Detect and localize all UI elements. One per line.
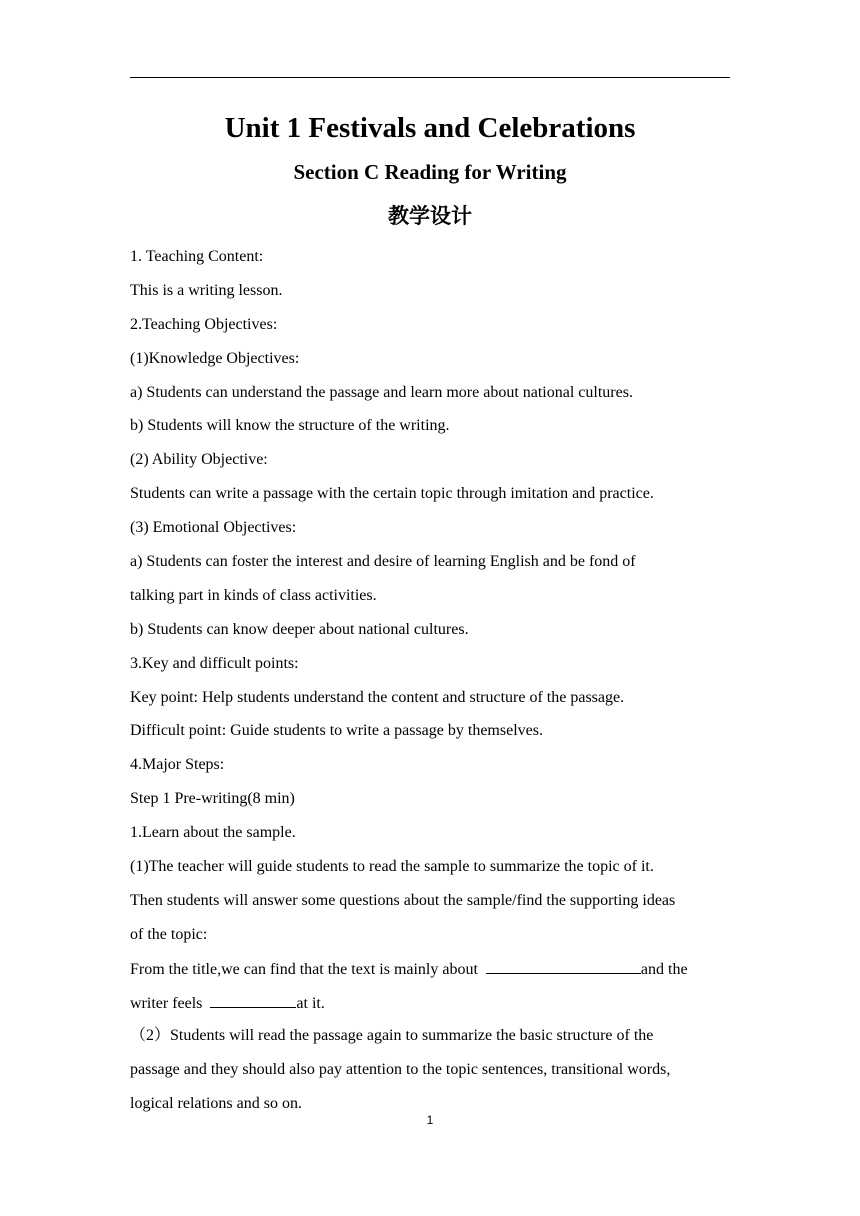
fill-in-text: From the title,we can find that the text is mainly about [130,960,478,978]
body-line: a) Students can foster the interest and desire of learning English and be fond of [130,553,636,571]
body-line: talking part in kinds of class activities. [130,586,377,604]
fill-in-text: and the [640,960,688,978]
body-line: (2) Ability Objective: [130,451,268,469]
body-line: Then students will answer some questions about the sample/find the supporting ideas [130,891,676,909]
body-line: (1)The teacher will guide students to read the sample to summarize the topic of it. [130,858,654,876]
body-line: 1.Learn about the sample. [130,824,296,842]
fill-in-line-feeling [130,991,740,1025]
body-line: b) Students can know deeper about national cultures. [130,620,469,638]
document-subtitle: Section C Reading for Writing [293,160,567,184]
body-line: 4.Major Steps: [130,756,225,774]
body-line: a) Students can understand the passage and learn more about national cultures. [130,383,633,401]
body-line: 1. Teaching Content: [130,248,264,265]
body-line: （2）Students will read the passage again to summarize the basic structure of the [130,1027,654,1045]
fill-in-line-topic [130,957,740,991]
document-subtitle-chinese: 教学设计 [388,204,472,228]
feeling-blank [210,991,296,1008]
body-line: Difficult point: Guide students to write a passage by themselves. [130,722,543,740]
body-line: of the topic: [130,925,208,943]
document-title: Unit 1 Festivals and Celebrations [224,112,636,144]
header-rule [130,77,730,78]
body-line: passage and they should also pay attention to the topic sentences, transitional words, [130,1061,671,1079]
document-body [130,245,740,1126]
body-line: Step 1 Pre-writing(8 min) [130,790,295,808]
body-line: 3.Key and difficult points: [130,654,299,672]
fill-in-text: at it. [296,994,325,1012]
body-line: logical relations and so on. [130,1095,302,1113]
body-line: b) Students will know the structure of the writing. [130,417,450,435]
body-line: This is a writing lesson. [130,281,283,299]
body-line: (1)Knowledge Objectives: [130,349,300,367]
body-line: 2.Teaching Objectives: [130,315,278,333]
body-line: (3) Emotional Objectives: [130,519,297,537]
fill-in-text: writer feels [130,994,203,1012]
body-line: Key point: Help students understand the content and structure of the passage. [130,688,625,706]
page-number: 1 [426,1113,434,1127]
body-line: Students can write a passage with the certain topic through imitation and practice. [130,485,654,503]
topic-blank [486,957,641,974]
